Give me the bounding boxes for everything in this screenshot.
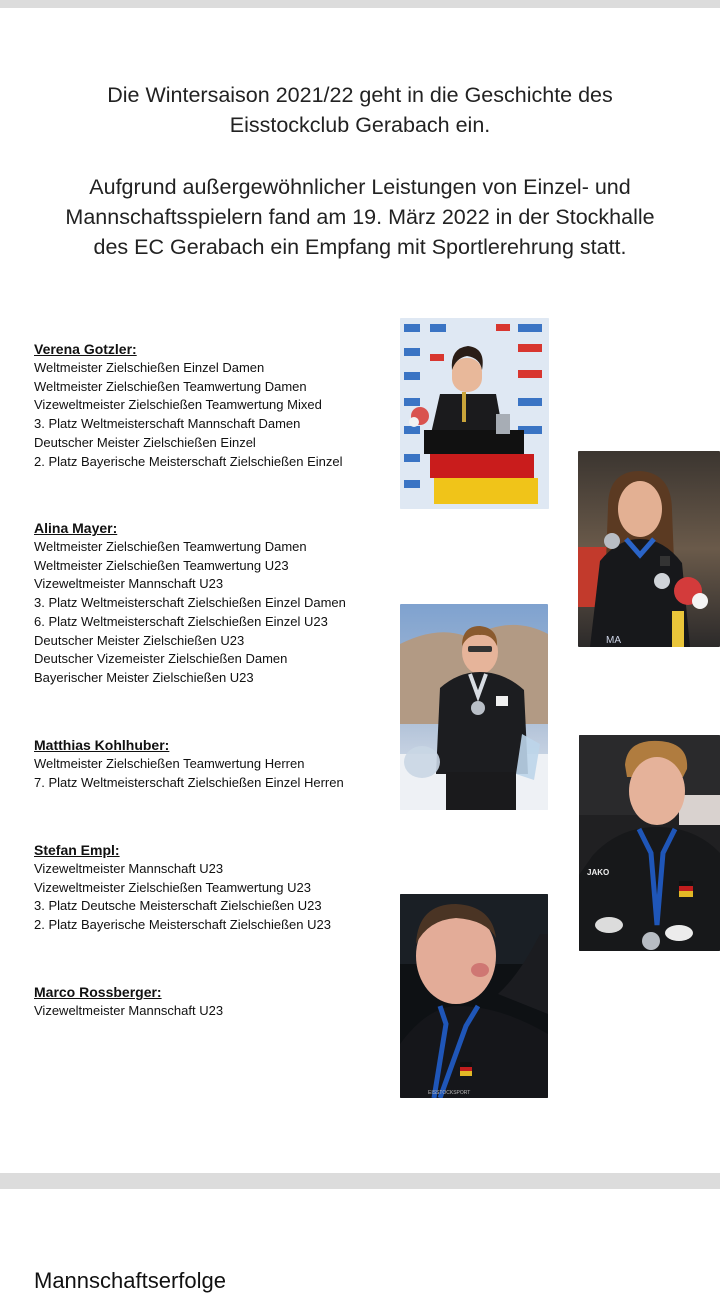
athlete-matthias-kohlhuber [34,736,344,792]
intro-line: Aufgrund außergewöhnlicher Leistungen von Einzel- und [89,175,631,199]
photo-marco-rossberger [400,894,548,1098]
achievement: Deutscher Vizemeister Zielschießen Damen [34,651,288,667]
athlete-name: Stefan Empl: [34,842,120,858]
photo-alina-mayer [578,451,720,647]
achievement: 2. Platz Bayerische Meisterschaft Zielschießen Einzel [34,453,343,469]
intro-paragraph-2 [20,172,700,262]
athlete-alina-mayer [34,519,346,688]
athlete-verena-gotzler [34,340,343,471]
athlete-marco-rossberger [34,983,223,1021]
achievement: Vizeweltmeister Mannschaft U23 [34,576,224,592]
achievement: 7. Platz Weltmeisterschaft Zielschießen Einzel Herren [34,774,344,790]
intro-paragraph-1 [20,80,700,140]
achievement: Vizeweltmeister Zielschießen Teamwertung Mixed [34,397,322,413]
achievement: Deutscher Meister Zielschießen Einzel [34,434,256,450]
achievement: Bayerischer Meister Zielschießen U23 [34,669,254,685]
achievement: Weltmeister Zielschießen Teamwertung Damen [34,539,307,554]
achievement: Weltmeister Zielschießen Einzel Damen [34,360,265,375]
achievement: 3. Platz Deutsche Meisterschaft Zielschießen U23 [34,898,322,914]
achievement: 6. Platz Weltmeisterschaft Zielschießen Einzel U23 [34,613,328,629]
photo-verena-gotzler [400,318,549,509]
intro-line: Mannschaftsspielern fand am 19. März 2022 in der Stockhalle [65,205,655,229]
achievement: Vizeweltmeister Mannschaft U23 [34,1003,224,1018]
athlete-stefan-empl [34,841,331,935]
jacket-brand: JAKO [587,868,610,877]
achievement: 3. Platz Weltmeisterschaft Mannschaft Damen [34,416,301,432]
jacket-text: EISSTOCKSPORT [428,1090,471,1096]
achievement: Weltmeister Zielschießen Teamwertung Damen [34,378,307,394]
photo-matthias-kohlhuber [400,604,548,810]
achievement: Weltmeister Zielschießen Teamwertung Herren [34,756,305,771]
athlete-name: Verena Gotzler: [34,341,137,357]
achievement: Vizeweltmeister Zielschießen Teamwertung U23 [34,879,311,895]
athlete-name: Alina Mayer: [34,520,118,536]
photo-caption: MA [606,635,621,646]
intro-line: Eisstockclub Gerabach ein. [229,113,491,137]
achievement: Vizeweltmeister Mannschaft U23 [34,861,224,876]
achievement: Weltmeister Zielschießen Teamwertung U23 [34,557,289,573]
photo-stefan-empl [579,735,720,951]
achievement: Deutscher Meister Zielschießen U23 [34,632,245,648]
athlete-name: Marco Rossberger: [34,984,162,1000]
achievement: 3. Platz Weltmeisterschaft Zielschießen Einzel Damen [34,595,346,611]
section-title-mannschaftserfolge: Mannschaftserfolge [34,1268,226,1293]
achievement: 2. Platz Bayerische Meisterschaft Zielschießen U23 [34,917,331,933]
intro-line: Die Wintersaison 2021/22 geht in die Geschichte des [107,83,613,107]
athlete-name: Matthias Kohlhuber: [34,737,170,753]
intro-line: des EC Gerabach ein Empfang mit Sportlerehrung statt. [93,235,627,259]
